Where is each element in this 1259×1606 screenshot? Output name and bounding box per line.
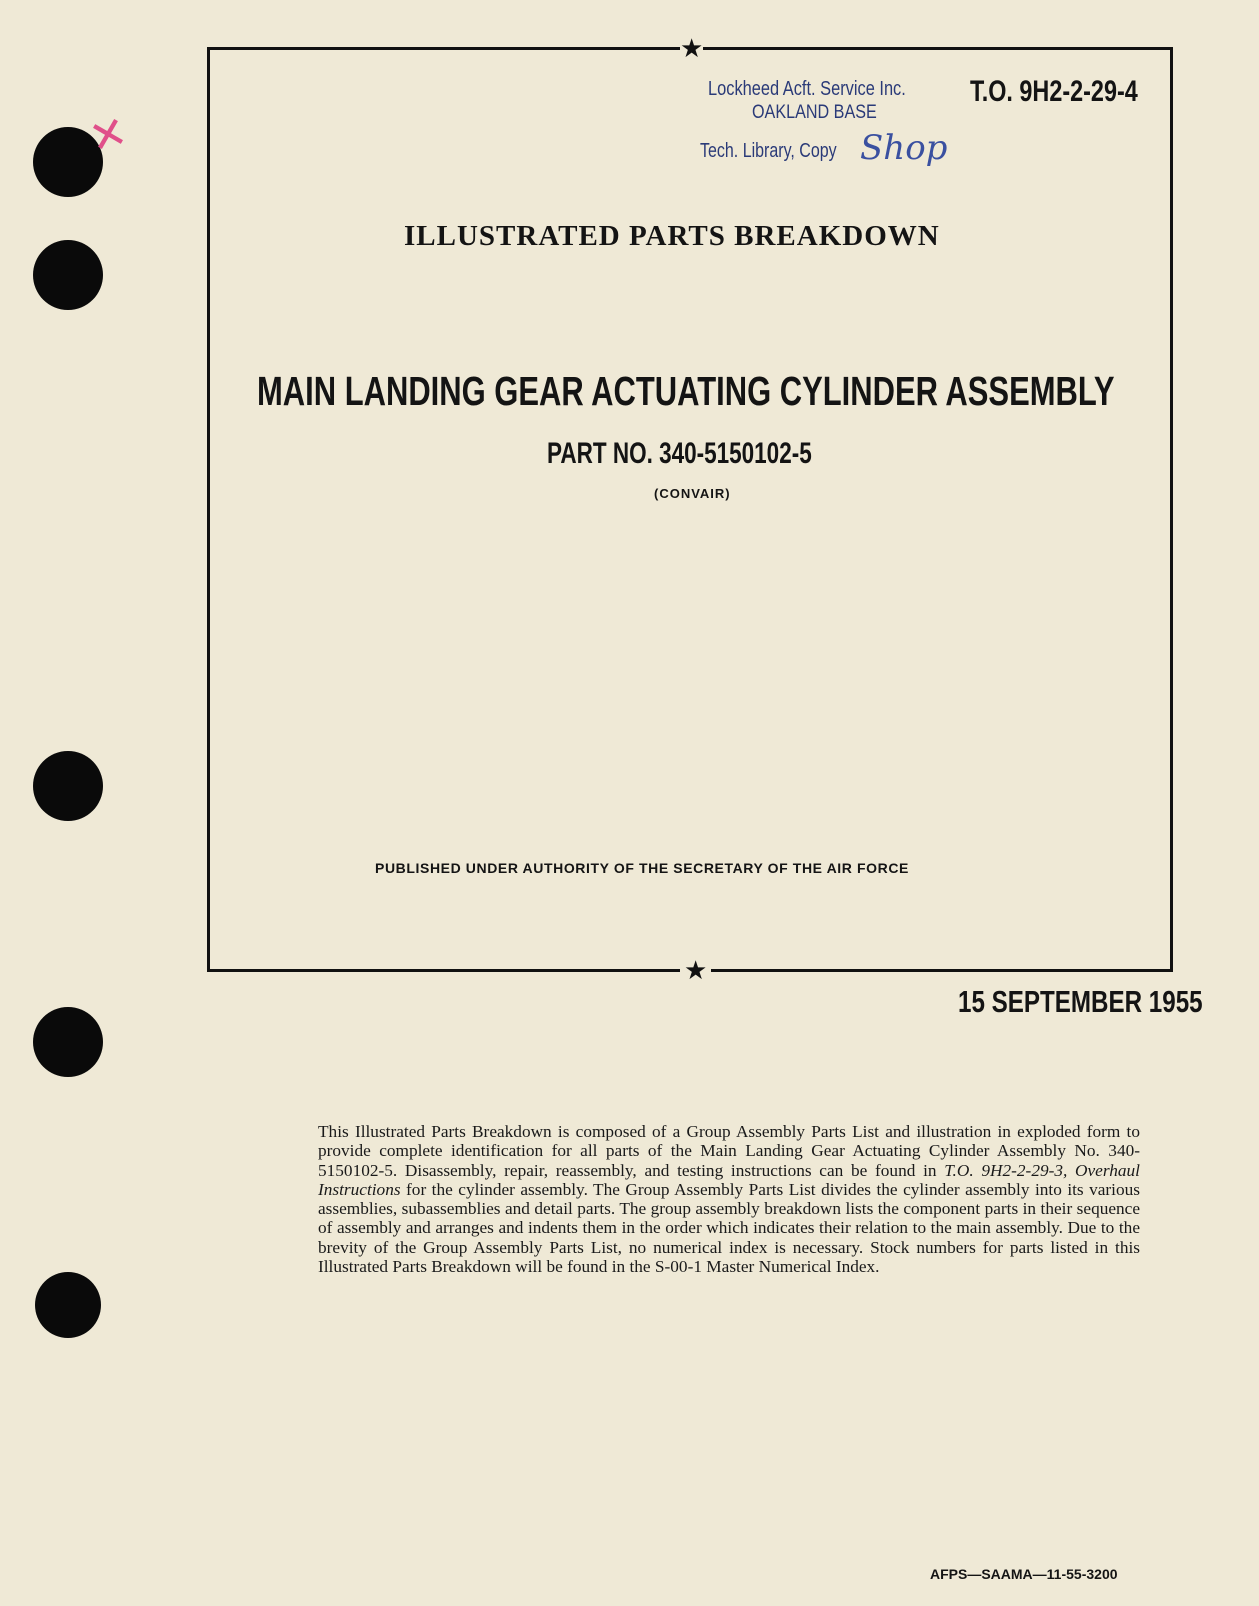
- stamp-line-3: Tech. Library, Copy: [700, 140, 837, 162]
- punch-hole: [35, 1272, 101, 1338]
- to-number: T.O. 9H2-2-29-4: [970, 75, 1138, 108]
- authority-statement: PUBLISHED UNDER AUTHORITY OF THE SECRETARY OF THE AIR FORCE: [375, 860, 909, 876]
- footer-code: AFPS—SAAMA—11-55-3200: [930, 1566, 1118, 1582]
- pencil-mark: ✕: [84, 106, 133, 165]
- punch-hole: [33, 1007, 103, 1077]
- stamp-line-2: OAKLAND BASE: [752, 102, 877, 123]
- signature: Shop: [860, 128, 948, 168]
- intro-text: This Illustrated Parts Breakdown is composed of a Group Assembly Parts List and illustration in exploded form to provide complete identification for all parts of the Main Landing Gear Actuating Cylinder Assembly No. 340-5150102-5. Disassembly, repair, reassembly, and testing instructions can be found in: [318, 1122, 1140, 1180]
- heading: ILLUSTRATED PARTS BREAKDOWN: [404, 220, 940, 252]
- frame-left-rule: [207, 47, 210, 972]
- part-number: PART NO. 340-5150102-5: [547, 437, 812, 470]
- punch-hole: [33, 240, 103, 310]
- intro-paragraph: [318, 1122, 1140, 1276]
- document-title: MAIN LANDING GEAR ACTUATING CYLINDER ASSEMBLY: [257, 368, 1115, 414]
- stamp-line-1: Lockheed Acft. Service Inc.: [708, 78, 906, 100]
- manufacturer: (CONVAIR): [654, 486, 731, 501]
- punch-hole: [33, 751, 103, 821]
- publication-date: 15 SEPTEMBER 1955: [958, 984, 1203, 1019]
- star-icon: ★: [680, 34, 704, 64]
- frame-right-rule: [1170, 47, 1173, 972]
- intro-text: for the cylinder assembly. The Group Assembly Parts List divides the cylinder assembly into its various assemblies, subassemblies and detail parts. The group assembly breakdown lists the component parts in their sequence of assembly and arranges and indents them in the order which indicates their relation to the main assembly. Due to the brevity of the Group Assembly Parts List, no numerical index is necessary. Stock numbers for parts listed in this Illustrated Parts Breakdown will be found in the S-00-1 Master Numerical Index.: [318, 1179, 1140, 1277]
- overhaul-reference: T.O. 9H2-2-29-3, Overhaul Instructions: [318, 1160, 1140, 1199]
- star-icon: ★: [680, 958, 711, 984]
